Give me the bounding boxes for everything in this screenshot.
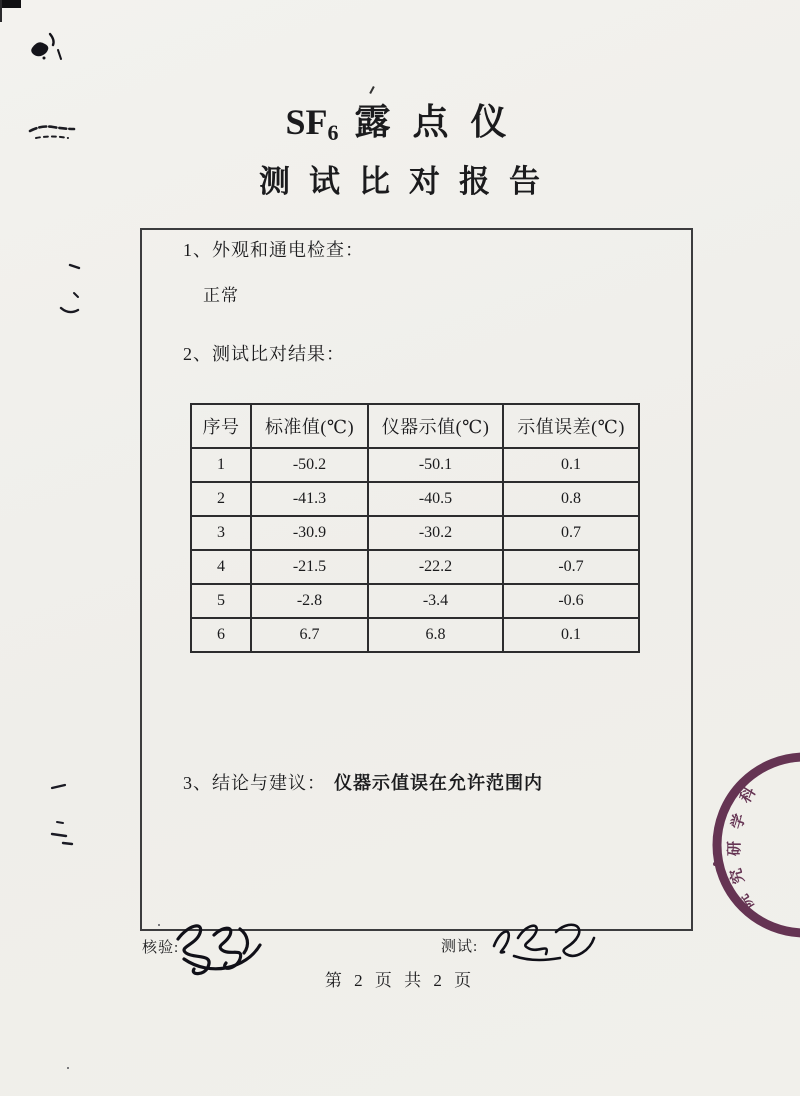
cell-index: 2 <box>191 482 251 516</box>
stamp-char: 研 <box>727 840 743 856</box>
conclusion-label: 3、结论与建议： <box>183 773 326 793</box>
cell-standard: 6.7 <box>251 618 368 652</box>
title-prefix: SF <box>285 102 328 142</box>
title-cjk: 露点仪 <box>354 102 529 142</box>
cell-standard: -50.2 <box>251 448 368 482</box>
comparison-table <box>190 403 640 653</box>
cell-index: 5 <box>191 584 251 618</box>
scan-artifact-ink-blot <box>24 30 70 66</box>
table-row <box>191 516 639 550</box>
title-subscript: 6 <box>327 120 339 145</box>
cell-error: -0.6 <box>503 584 639 618</box>
cell-reading: -50.1 <box>368 448 503 482</box>
scan-artifact-dot <box>67 1067 69 1069</box>
scan-artifact-specks-mid <box>58 260 84 316</box>
section-conclusion <box>183 769 543 795</box>
cell-error: 0.1 <box>503 618 639 652</box>
cell-standard: -30.9 <box>251 516 368 550</box>
verifier-label: 核验: <box>142 940 180 956</box>
cell-reading: -30.2 <box>368 516 503 550</box>
cell-standard: -2.8 <box>251 584 368 618</box>
table-row <box>191 618 639 652</box>
section-check-result: 正常 <box>203 286 239 305</box>
section-check-label: 1、外观和通电检查： <box>183 240 364 260</box>
page-indicator: 第 2 页 共 2 页 <box>324 971 476 990</box>
stamp-char: 学 <box>729 812 749 832</box>
stamp-char: 究 <box>728 866 748 886</box>
tester-label: 测试: <box>441 939 479 955</box>
table-header-row <box>191 404 639 448</box>
cell-error: -0.7 <box>503 550 639 584</box>
table-row <box>191 584 639 618</box>
cell-standard: -41.3 <box>251 482 368 516</box>
section-result-label: 2、测试比对结果： <box>183 344 345 364</box>
scan-artifact-edge-line <box>0 0 2 22</box>
cell-index: 6 <box>191 618 251 652</box>
cell-error: 0.7 <box>503 516 639 550</box>
report-title-line1 <box>0 94 800 146</box>
scan-artifact-tick <box>369 86 375 94</box>
cell-reading: -40.5 <box>368 482 503 516</box>
col-header-reading: 仪器示值(℃) <box>368 404 503 448</box>
table-row <box>191 448 639 482</box>
conclusion-text: 仪器示值误在允许范围内 <box>334 773 543 793</box>
scan-artifact-corner-bar <box>0 0 21 8</box>
official-stamp <box>703 748 800 938</box>
cell-reading: -3.4 <box>368 584 503 618</box>
stamp-char: 科 <box>737 784 760 807</box>
table-row <box>191 550 639 584</box>
cell-reading: 6.8 <box>368 618 503 652</box>
col-header-index: 序号 <box>191 404 251 448</box>
cell-index: 1 <box>191 448 251 482</box>
cell-standard: -21.5 <box>251 550 368 584</box>
cell-error: 0.8 <box>503 482 639 516</box>
cell-reading: -22.2 <box>368 550 503 584</box>
cell-index: 3 <box>191 516 251 550</box>
cell-index: 4 <box>191 550 251 584</box>
tester-signature <box>488 916 598 968</box>
report-title-line2: 测试比对报告 <box>259 164 559 199</box>
stamp-char: 院 <box>735 891 758 913</box>
cell-error: 0.1 <box>503 448 639 482</box>
scan-artifact-specks-low <box>48 782 78 848</box>
table-row <box>191 482 639 516</box>
col-header-error: 示值误差(℃) <box>503 404 639 448</box>
col-header-standard: 标准值(℃) <box>251 404 368 448</box>
